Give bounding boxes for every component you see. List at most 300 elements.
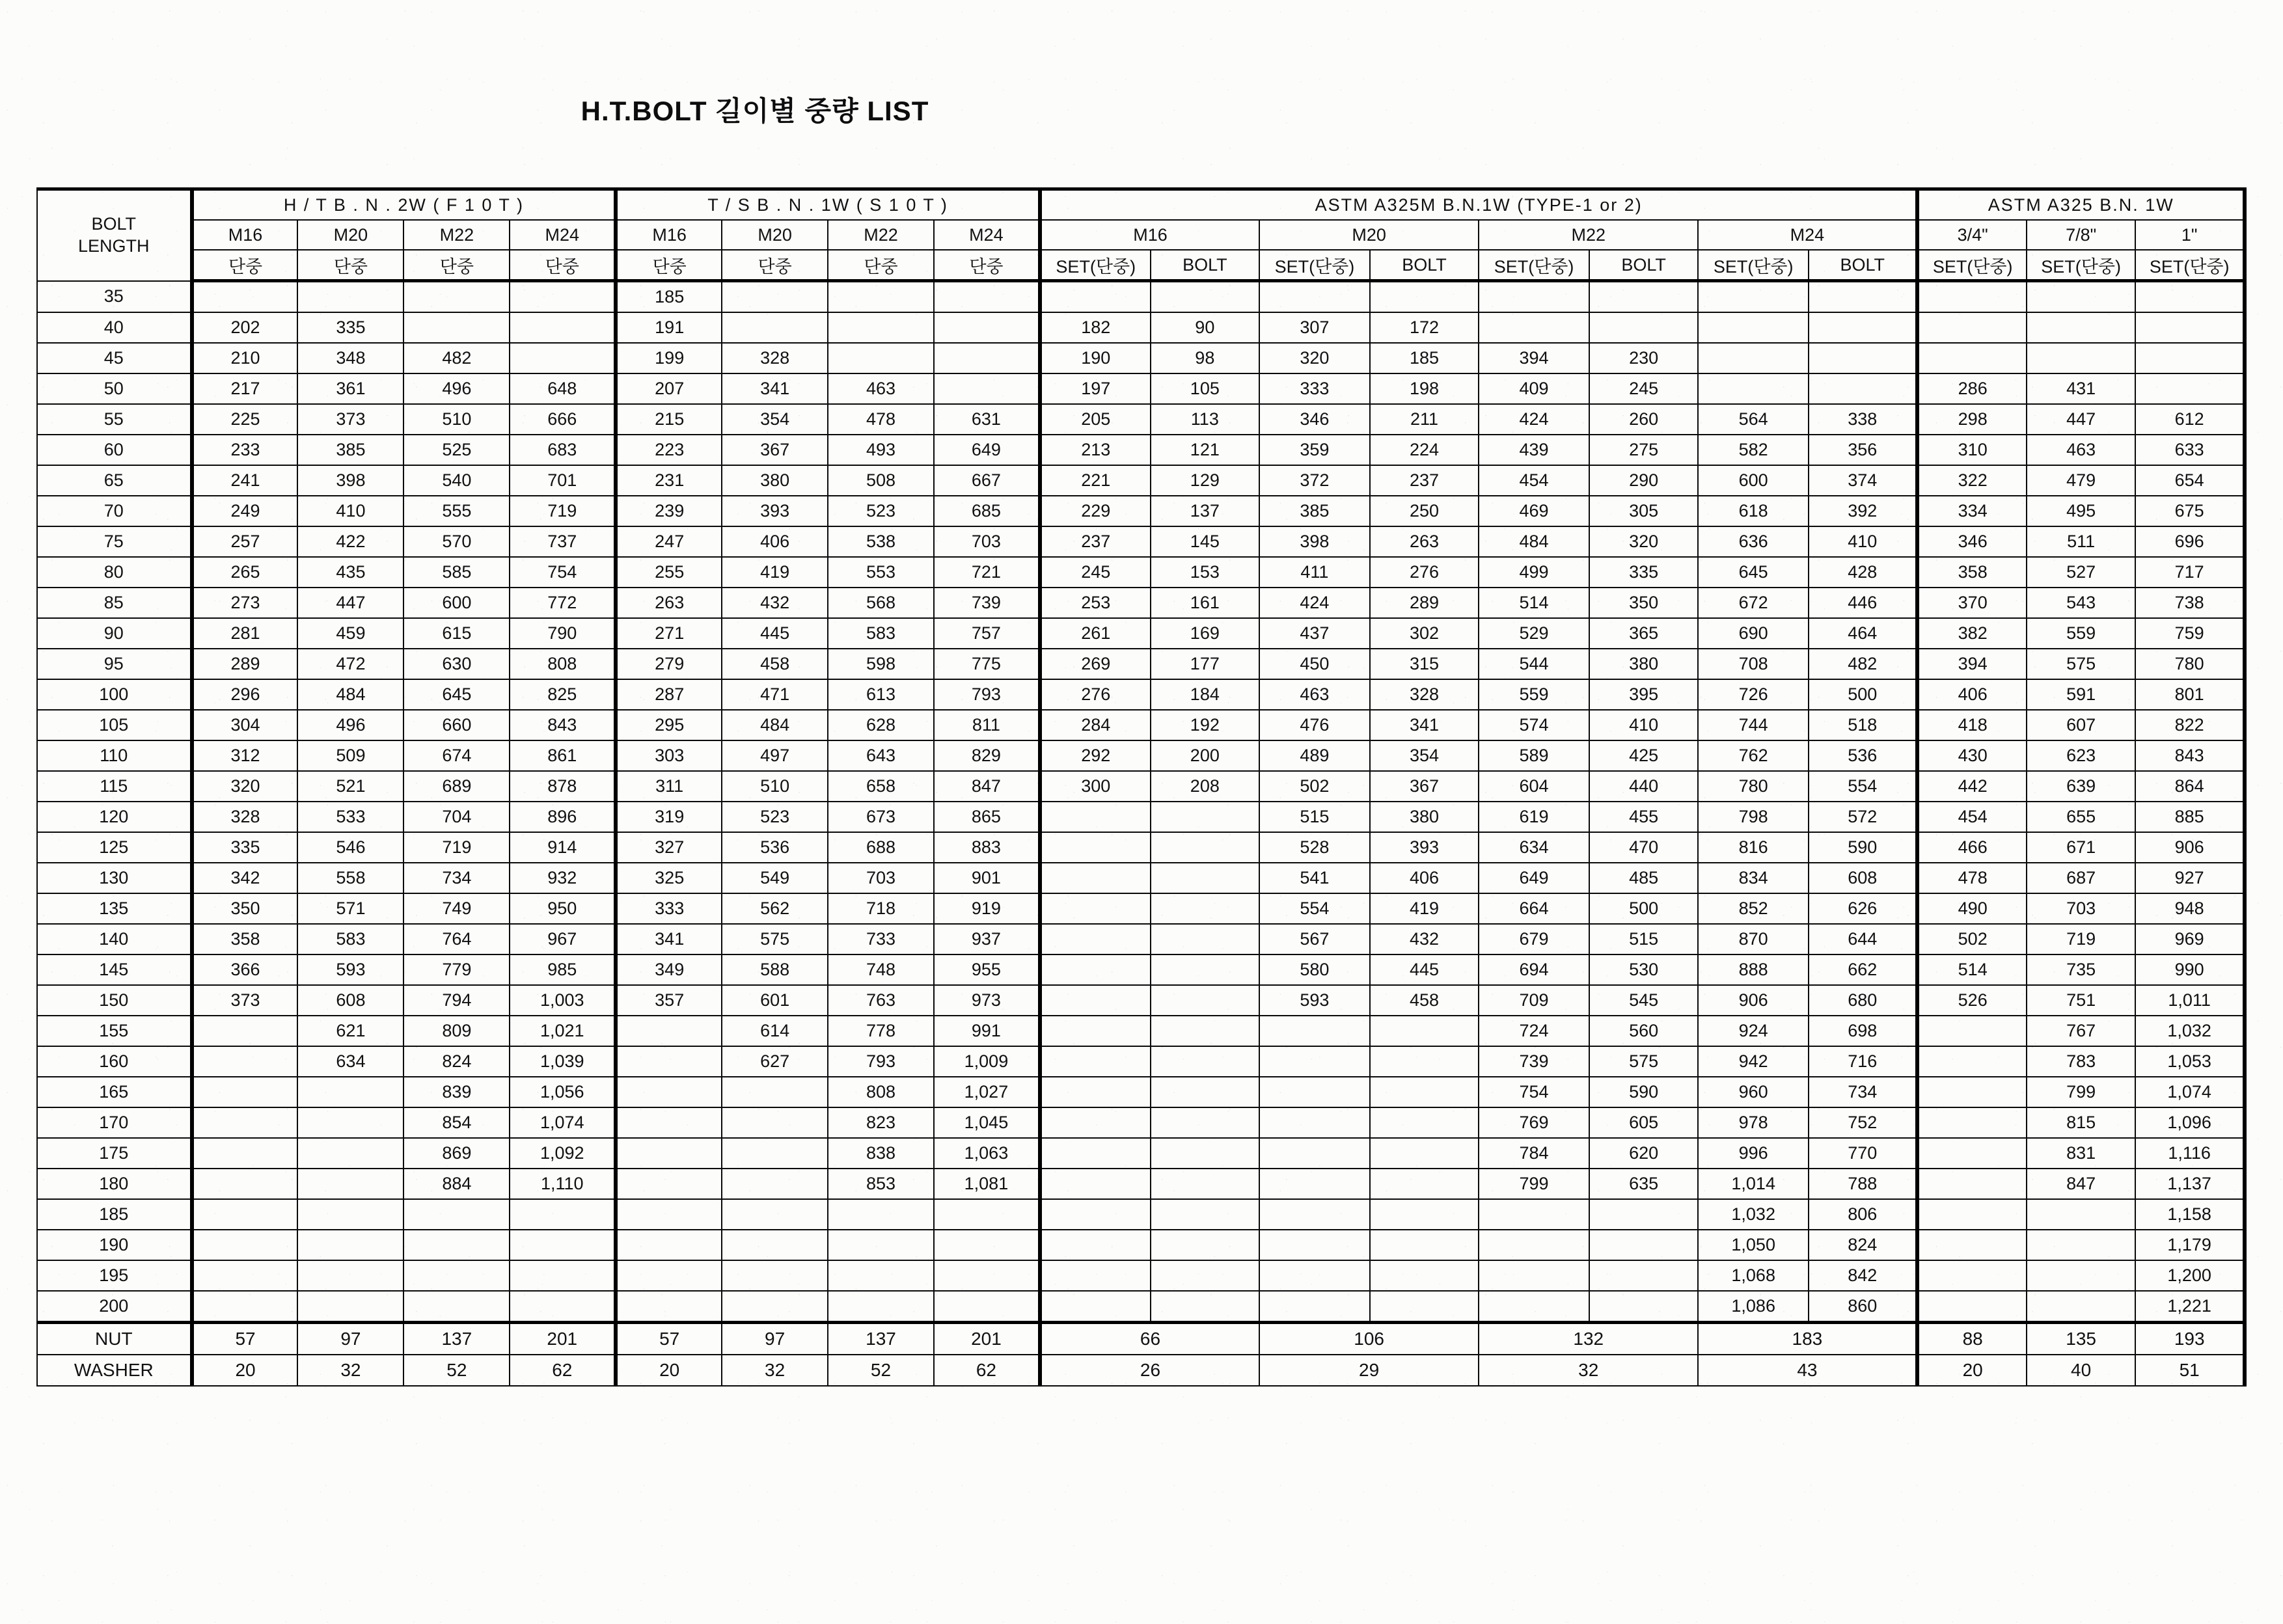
table-cell: 672 (1698, 588, 1809, 618)
table-cell (722, 1138, 828, 1169)
table-cell (1151, 1230, 1259, 1260)
table-cell: 843 (510, 710, 616, 740)
table-cell: 671 (2027, 832, 2135, 863)
table-cell: 575 (1589, 1046, 1698, 1077)
size-a325-three-quarter: 3/4" (1917, 220, 2026, 250)
table-row (37, 1291, 2245, 1323)
table-cell: 990 (2135, 954, 2245, 985)
row-label-bolt-length: 200 (37, 1291, 192, 1323)
table-cell: 794 (403, 985, 510, 1016)
row-label-bolt-length: 175 (37, 1138, 192, 1169)
table-cell: 447 (297, 588, 403, 618)
table-cell (1809, 281, 1917, 313)
table-cell: 263 (616, 588, 722, 618)
table-row (37, 924, 2245, 954)
table-cell: 575 (722, 924, 828, 954)
table-cell: 341 (616, 924, 722, 954)
table-cell: 808 (510, 649, 616, 679)
table-cell (934, 1260, 1040, 1291)
table-cell: 335 (192, 832, 298, 863)
table-cell: 549 (722, 863, 828, 893)
header-row-unit (37, 250, 2245, 281)
row-label-bolt-length: 150 (37, 985, 192, 1016)
table-cell: 445 (722, 618, 828, 649)
table-cell (828, 343, 934, 373)
table-cell: 395 (1589, 679, 1698, 710)
table-row (37, 312, 2245, 343)
row-label-summary: NUT (37, 1323, 192, 1355)
table-cell: 664 (1479, 893, 1589, 924)
table-cell: 341 (1370, 710, 1479, 740)
table-cell: 613 (828, 679, 934, 710)
summary-cell-a325m: 26 (1040, 1355, 1259, 1386)
row-label-bolt-length: 185 (37, 1199, 192, 1230)
table-cell: 885 (2135, 802, 2245, 832)
table-cell (1040, 924, 1151, 954)
unit-a325m-m24-set: SET(단중) (1698, 250, 1809, 281)
table-cell: 1,014 (1698, 1169, 1809, 1199)
table-cell: 838 (828, 1138, 934, 1169)
table-cell: 346 (1259, 404, 1370, 435)
table-cell: 197 (1040, 373, 1151, 404)
table-cell: 591 (2027, 679, 2135, 710)
table-cell: 554 (1809, 771, 1917, 802)
bolt-length-header-line1: BOLT (91, 214, 137, 234)
table-cell: 211 (1370, 404, 1479, 435)
summary-cell-s10t: 97 (722, 1323, 828, 1355)
table-cell: 385 (297, 435, 403, 465)
table-cell (297, 1107, 403, 1138)
table-cell (934, 1199, 1040, 1230)
table-cell: 649 (1479, 863, 1589, 893)
summary-cell-a325: 135 (2027, 1323, 2135, 1355)
table-cell: 600 (403, 588, 510, 618)
table-cell: 914 (510, 832, 616, 863)
table-cell: 476 (1259, 710, 1370, 740)
table-cell (2135, 281, 2245, 313)
table-cell (1151, 1107, 1259, 1138)
table-cell: 709 (1479, 985, 1589, 1016)
table-cell (1151, 1169, 1259, 1199)
summary-cell-a325: 40 (2027, 1355, 2135, 1386)
table-cell: 411 (1259, 557, 1370, 588)
table-cell: 514 (1479, 588, 1589, 618)
table-cell: 410 (297, 496, 403, 526)
size-s10t-m16: M16 (616, 220, 722, 250)
table-cell: 649 (934, 435, 1040, 465)
table-cell: 955 (934, 954, 1040, 985)
table-cell: 764 (403, 924, 510, 954)
table-cell (934, 373, 1040, 404)
table-cell (1917, 312, 2026, 343)
table-cell (1040, 1046, 1151, 1077)
table-cell: 1,050 (1698, 1230, 1809, 1260)
table-cell (1698, 343, 1809, 373)
table-cell: 585 (403, 557, 510, 588)
table-cell (2027, 343, 2135, 373)
table-cell (192, 1199, 298, 1230)
table-cell (1040, 1169, 1151, 1199)
table-cell (828, 1260, 934, 1291)
table-cell: 852 (1698, 893, 1809, 924)
table-cell: 799 (2027, 1077, 2135, 1107)
table-cell: 341 (722, 373, 828, 404)
table-cell: 1,074 (510, 1107, 616, 1138)
table-cell (1259, 1046, 1370, 1077)
table-cell: 869 (403, 1138, 510, 1169)
table-cell: 860 (1809, 1291, 1917, 1323)
table-cell (1370, 1107, 1479, 1138)
table-row (37, 435, 2245, 465)
table-cell: 627 (722, 1046, 828, 1077)
table-cell: 985 (510, 954, 616, 985)
table-cell: 571 (297, 893, 403, 924)
table-cell: 1,068 (1698, 1260, 1809, 1291)
table-cell: 1,221 (2135, 1291, 2245, 1323)
table-cell: 295 (616, 710, 722, 740)
table-cell: 482 (403, 343, 510, 373)
table-cell: 304 (192, 710, 298, 740)
table-cell: 636 (1698, 526, 1809, 557)
table-cell: 418 (1917, 710, 2026, 740)
table-cell (2027, 312, 2135, 343)
table-cell: 394 (1479, 343, 1589, 373)
table-cell: 284 (1040, 710, 1151, 740)
table-cell: 406 (1917, 679, 2026, 710)
table-cell: 967 (510, 924, 616, 954)
table-cell: 523 (722, 802, 828, 832)
table-cell (1040, 1016, 1151, 1046)
table-cell (297, 1291, 403, 1323)
table-cell (616, 1016, 722, 1046)
table-cell: 431 (2027, 373, 2135, 404)
table-cell: 406 (722, 526, 828, 557)
table-cell: 292 (1040, 740, 1151, 771)
table-cell: 688 (828, 832, 934, 863)
table-cell: 605 (1589, 1107, 1698, 1138)
table-cell: 784 (1479, 1138, 1589, 1169)
table-cell: 601 (722, 985, 828, 1016)
table-cell: 286 (1917, 373, 2026, 404)
table-cell (1040, 893, 1151, 924)
table-row (37, 802, 2245, 832)
table-cell: 466 (1917, 832, 2026, 863)
table-cell: 496 (403, 373, 510, 404)
table-cell: 145 (1151, 526, 1259, 557)
table-cell: 221 (1040, 465, 1151, 496)
table-cell: 485 (1589, 863, 1698, 893)
table-cell: 619 (1479, 802, 1589, 832)
table-cell (403, 1230, 510, 1260)
table-cell: 484 (297, 679, 403, 710)
table-cell: 261 (1040, 618, 1151, 649)
table-cell (722, 312, 828, 343)
summary-cell-a325m: 32 (1479, 1355, 1698, 1386)
table-cell: 237 (1040, 526, 1151, 557)
table-cell: 969 (2135, 924, 2245, 954)
table-row (37, 1046, 2245, 1077)
table-cell: 883 (934, 832, 1040, 863)
table-cell: 208 (1151, 771, 1259, 802)
row-label-bolt-length: 35 (37, 281, 192, 313)
size-f10t-m24: M24 (510, 220, 616, 250)
table-cell: 350 (1589, 588, 1698, 618)
table-cell: 775 (934, 649, 1040, 679)
table-cell: 749 (403, 893, 510, 924)
unit-s10t-m20: 단중 (722, 250, 828, 281)
table-cell: 960 (1698, 1077, 1809, 1107)
table-cell: 333 (1259, 373, 1370, 404)
table-cell: 612 (2135, 404, 2245, 435)
unit-a325m-m16-set: SET(단중) (1040, 250, 1151, 281)
table-cell: 287 (616, 679, 722, 710)
table-cell (192, 1077, 298, 1107)
table-cell: 834 (1698, 863, 1809, 893)
table-cell: 328 (1370, 679, 1479, 710)
table-cell: 822 (2135, 710, 2245, 740)
table-cell (297, 1169, 403, 1199)
table-cell: 440 (1589, 771, 1698, 802)
table-cell (1040, 802, 1151, 832)
table-cell: 906 (2135, 832, 2245, 863)
table-cell: 210 (192, 343, 298, 373)
table-cell (192, 1230, 298, 1260)
table-cell: 289 (1370, 588, 1479, 618)
table-cell: 593 (297, 954, 403, 985)
unit-a325m-m22-set: SET(단중) (1479, 250, 1589, 281)
group-header-a325: ASTM A325 B.N. 1W (1917, 189, 2245, 221)
table-cell: 645 (1698, 557, 1809, 588)
unit-f10t-m20: 단중 (297, 250, 403, 281)
unit-a325m-m22-bolt: BOLT (1589, 250, 1698, 281)
table-cell: 367 (1370, 771, 1479, 802)
table-cell (1917, 1291, 2026, 1323)
table-cell: 1,003 (510, 985, 616, 1016)
table-cell: 409 (1479, 373, 1589, 404)
size-a325m-m22: M22 (1479, 220, 1698, 250)
table-cell: 430 (1917, 740, 2026, 771)
table-cell: 739 (934, 588, 1040, 618)
table-cell: 521 (297, 771, 403, 802)
table-cell: 325 (616, 863, 722, 893)
table-cell: 778 (828, 1016, 934, 1046)
table-cell: 354 (1370, 740, 1479, 771)
table-cell: 229 (1040, 496, 1151, 526)
table-cell: 479 (2027, 465, 2135, 496)
table-cell (1040, 985, 1151, 1016)
table-cell: 190 (1040, 343, 1151, 373)
table-row (37, 1230, 2245, 1260)
table-cell: 500 (1809, 679, 1917, 710)
table-cell: 783 (2027, 1046, 2135, 1077)
table-cell: 422 (297, 526, 403, 557)
table-cell: 289 (192, 649, 298, 679)
table-cell: 509 (297, 740, 403, 771)
table-cell: 529 (1479, 618, 1589, 649)
table-cell: 703 (934, 526, 1040, 557)
table-cell: 1,092 (510, 1138, 616, 1169)
size-a325m-m24: M24 (1698, 220, 1917, 250)
table-cell: 754 (1479, 1077, 1589, 1107)
table-cell: 432 (1370, 924, 1479, 954)
table-cell: 303 (616, 740, 722, 771)
table-cell: 538 (828, 526, 934, 557)
table-row (37, 526, 2245, 557)
table-cell: 526 (1917, 985, 2026, 1016)
summary-cell-s10t: 201 (934, 1323, 1040, 1355)
table-cell: 367 (722, 435, 828, 465)
table-cell: 279 (616, 649, 722, 679)
table-row (37, 343, 2245, 373)
table-cell: 799 (1479, 1169, 1589, 1199)
summary-cell-f10t: 201 (510, 1323, 616, 1355)
header-row-size (37, 220, 2245, 250)
table-cell: 350 (192, 893, 298, 924)
table-cell: 153 (1151, 557, 1259, 588)
table-cell: 575 (2027, 649, 2135, 679)
bolt-weight-table-container (36, 187, 2247, 1387)
table-cell (1040, 1291, 1151, 1323)
table-cell: 198 (1370, 373, 1479, 404)
table-cell: 788 (1809, 1169, 1917, 1199)
table-cell: 950 (510, 893, 616, 924)
size-f10t-m22: M22 (403, 220, 510, 250)
table-cell: 241 (192, 465, 298, 496)
table-cell: 721 (934, 557, 1040, 588)
table-cell: 276 (1370, 557, 1479, 588)
table-row (37, 1016, 2245, 1046)
table-cell (828, 1199, 934, 1230)
table-cell: 515 (1259, 802, 1370, 832)
table-cell: 525 (403, 435, 510, 465)
unit-s10t-m24: 단중 (934, 250, 1040, 281)
table-cell: 273 (192, 588, 298, 618)
table-cell: 546 (297, 832, 403, 863)
unit-a325-one-inch-set: SET(단중) (2135, 250, 2245, 281)
table-cell: 724 (1479, 1016, 1589, 1046)
row-label-summary: WASHER (37, 1355, 192, 1386)
table-cell (1479, 1291, 1589, 1323)
table-cell (1259, 1230, 1370, 1260)
table-cell: 335 (297, 312, 403, 343)
bolt-length-header-line2: LENGTH (78, 236, 150, 256)
table-cell (1151, 1046, 1259, 1077)
table-cell: 300 (1040, 771, 1151, 802)
table-cell: 382 (1917, 618, 2026, 649)
table-cell (1151, 281, 1259, 313)
table-cell: 1,096 (2135, 1107, 2245, 1138)
table-cell (1040, 1260, 1151, 1291)
table-cell (1040, 281, 1151, 313)
table-cell: 237 (1370, 465, 1479, 496)
table-cell (616, 1046, 722, 1077)
table-cell (1809, 373, 1917, 404)
table-cell: 554 (1259, 893, 1370, 924)
table-cell: 446 (1809, 588, 1917, 618)
table-cell (828, 1230, 934, 1260)
table-cell (1040, 1199, 1151, 1230)
table-cell: 184 (1151, 679, 1259, 710)
table-cell: 276 (1040, 679, 1151, 710)
table-cell: 458 (722, 649, 828, 679)
table-cell: 559 (1479, 679, 1589, 710)
table-cell: 752 (1809, 1107, 1917, 1138)
row-label-bolt-length: 120 (37, 802, 192, 832)
table-cell (1040, 1077, 1151, 1107)
table-cell: 870 (1698, 924, 1809, 954)
table-cell: 726 (1698, 679, 1809, 710)
table-cell: 169 (1151, 618, 1259, 649)
table-cell: 508 (828, 465, 934, 496)
table-cell: 847 (2027, 1169, 2135, 1199)
table-cell (1809, 312, 1917, 343)
table-cell (1917, 1230, 2026, 1260)
table-cell (1259, 281, 1370, 313)
table-cell: 172 (1370, 312, 1479, 343)
table-cell: 772 (510, 588, 616, 618)
table-cell (1479, 281, 1589, 313)
table-cell (1917, 1199, 2026, 1230)
table-cell: 703 (2027, 893, 2135, 924)
table-cell (510, 1260, 616, 1291)
table-cell: 463 (828, 373, 934, 404)
table-cell (828, 312, 934, 343)
table-cell: 615 (403, 618, 510, 649)
size-s10t-m22: M22 (828, 220, 934, 250)
table-row (37, 373, 2245, 404)
row-label-bolt-length: 100 (37, 679, 192, 710)
table-cell: 924 (1698, 1016, 1809, 1046)
table-cell (2027, 1291, 2135, 1323)
table-cell: 311 (616, 771, 722, 802)
table-cell: 1,011 (2135, 985, 2245, 1016)
table-cell: 854 (403, 1107, 510, 1138)
summary-cell-a325m: 43 (1698, 1355, 1917, 1386)
table-row (37, 832, 2245, 863)
table-cell: 530 (1589, 954, 1698, 985)
table-cell: 298 (1917, 404, 2026, 435)
table-cell: 978 (1698, 1107, 1809, 1138)
row-label-bolt-length: 170 (37, 1107, 192, 1138)
table-cell: 463 (1259, 679, 1370, 710)
table-cell: 593 (1259, 985, 1370, 1016)
table-cell: 540 (403, 465, 510, 496)
table-cell (1040, 1230, 1151, 1260)
summary-cell-a325: 88 (1917, 1323, 2026, 1355)
table-cell: 829 (934, 740, 1040, 771)
table-cell: 590 (1809, 832, 1917, 863)
table-cell (1589, 1291, 1698, 1323)
table-cell (828, 1291, 934, 1323)
table-cell: 213 (1040, 435, 1151, 465)
table-cell (2135, 343, 2245, 373)
table-row (37, 281, 2245, 313)
table-cell: 1,032 (1698, 1199, 1809, 1230)
table-cell: 533 (297, 802, 403, 832)
table-row (37, 1077, 2245, 1107)
table-cell: 558 (297, 863, 403, 893)
summary-cell-f10t: 62 (510, 1355, 616, 1386)
table-cell: 679 (1479, 924, 1589, 954)
table-cell: 121 (1151, 435, 1259, 465)
table-cell: 996 (1698, 1138, 1809, 1169)
summary-cell-f10t: 20 (192, 1355, 298, 1386)
table-cell: 793 (828, 1046, 934, 1077)
table-cell: 762 (1698, 740, 1809, 771)
table-cell (1809, 343, 1917, 373)
table-cell: 374 (1809, 465, 1917, 496)
table-cell (2027, 1260, 2135, 1291)
